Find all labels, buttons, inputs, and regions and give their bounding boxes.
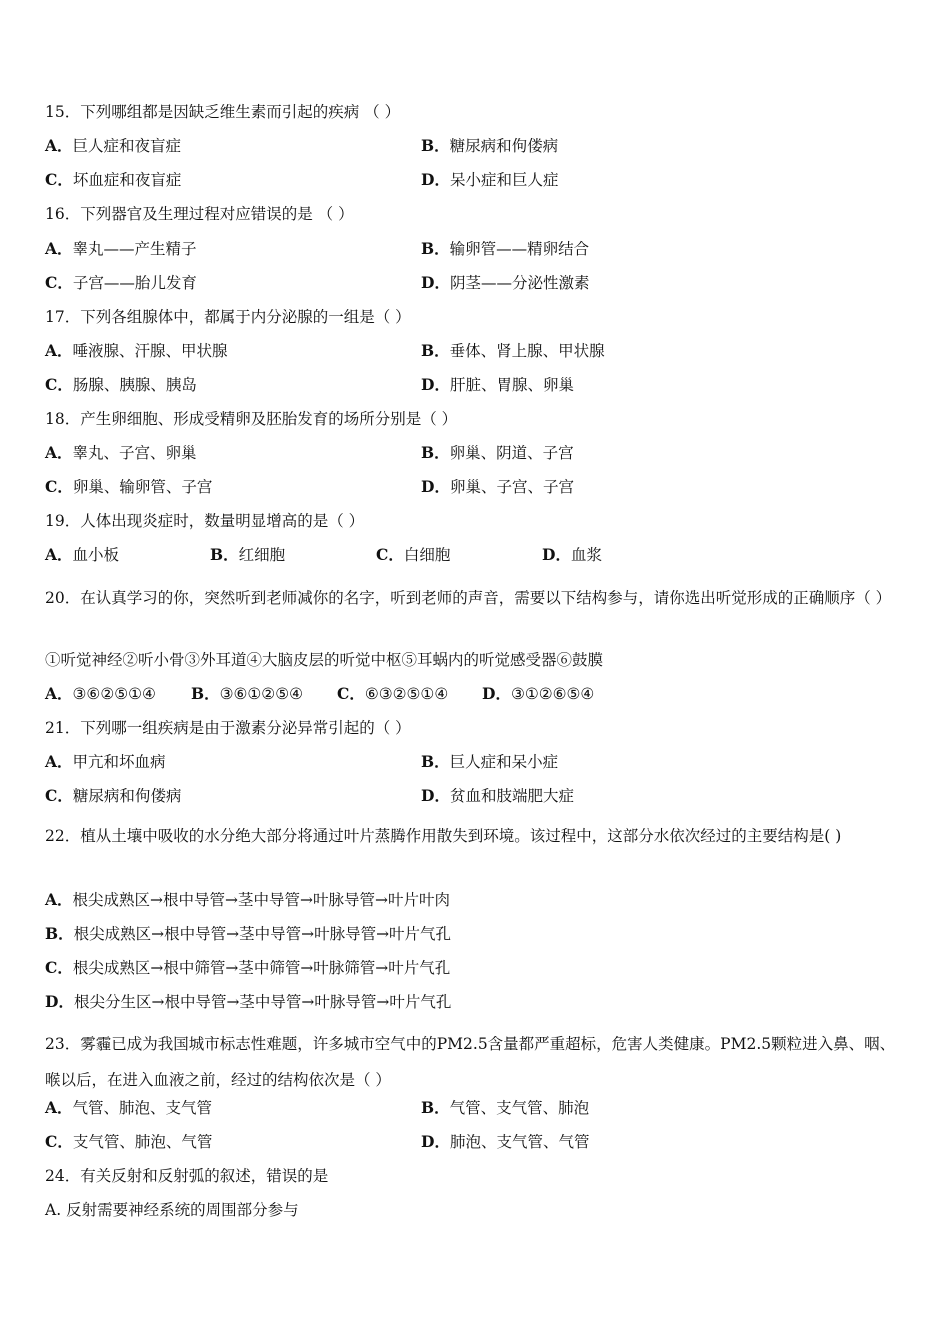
question-18-option-a: 睾丸、子宫、卵巢 [72,444,197,462]
question-23-option-a: 气管、肺泡、支气管 [72,1099,213,1117]
question-23-stem: 23．雾霾已成为我国城市标志性难题，许多城市空气中的PM2.5含量都严重超标，危害人类健康。PM2.5颗粒进入鼻、咽、喉以后，在进入血液之前，经过的结构依次是（ ） [45,1035,896,1089]
question-15-options-row1: A．巨人症和夜盲症 B．糖尿病和佝偻病 [45,136,559,155]
question-20-option-b: ③⑥①②⑤④ [219,685,303,703]
question-16-stem: 16．下列器官及生理过程对应错误的是 （ ） [45,205,354,223]
question-16-options-row2: C．子宫——胎儿发育 D．阴茎——分泌性激素 [45,273,590,292]
question-15-option-b: 糖尿病和佝偻病 [449,137,559,155]
question-21-option-c: 糖尿病和佝偻病 [72,787,182,805]
question-22-option-b: 根尖成熟区→根中导管→茎中导管→叶脉导管→叶片气孔 [73,925,452,943]
question-16-option-b: 输卵管——精卵结合 [449,240,590,258]
question-22-option-c-line: C．根尖成熟区→根中筛管→茎中筛管→叶脉筛管→叶片气孔 [45,958,451,977]
question-18-options-row1: A．睾丸、子宫、卵巢 B．卵巢、阴道、子宫 [45,443,574,462]
question-22-option-d: 根尖分生区→根中导管→茎中导管→叶脉导管→叶片气孔 [73,993,452,1011]
question-20-stem: 20．在认真学习的你，突然听到老师减你的名字，听到老师的声音，需要以下结构参与，请你选出听觉形成的正确顺序（ ） [45,589,892,607]
question-20-option-a: ③⑥②⑤①④ [72,685,156,703]
question-23-option-d: 肺泡、支气管、气管 [449,1133,590,1151]
question-18-option-b: 卵巢、阴道、子宫 [449,444,574,462]
question-22-option-b-line: B．根尖成熟区→根中导管→茎中导管→叶脉导管→叶片气孔 [45,924,452,943]
question-20-option-c: ⑥③②⑤①④ [364,685,449,703]
question-18-options-row2: C．卵巢、输卵管、子宫 D．卵巢、子宫、子宫 [45,477,574,496]
question-19-option-a: 血小板 [72,546,120,564]
question-24-stem: 24．有关反射和反射弧的叙述，错误的是 [45,1167,329,1185]
question-21-options-row1: A．甲亢和坏血病 B．巨人症和呆小症 [45,752,559,771]
question-22-option-a-line: A．根尖成熟区→根中导管→茎中导管→叶脉导管→叶片叶肉 [45,890,450,909]
question-20-note: ①听觉神经②听小骨③外耳道④大脑皮层的听觉中枢⑤耳蜗内的听觉感受器⑥鼓膜 [45,651,604,669]
question-16-option-c: 子宫——胎儿发育 [72,274,197,292]
question-18-option-c: 卵巢、输卵管、子宫 [72,478,213,496]
question-15-stem: 15．下列哪组都是因缺乏维生素而引起的疾病 （ ） [45,103,401,121]
question-21-option-d: 贫血和肢端肥大症 [449,787,574,805]
question-15-option-a: 巨人症和夜盲症 [72,137,182,155]
question-18-stem: 18．产生卵细胞、形成受精卵及胚胎发育的场所分别是（ ） [45,410,458,428]
question-19-option-b: 红细胞 [238,546,286,564]
question-22-option-a: 根尖成熟区→根中导管→茎中导管→叶脉导管→叶片叶肉 [72,891,450,909]
question-18-option-d: 卵巢、子宫、子宫 [449,478,574,496]
question-21-stem: 21．下列哪一组疾病是由于激素分泌异常引起的（ ） [45,719,411,737]
question-20-option-d: ③①②⑥⑤④ [510,685,595,703]
question-17-option-b: 垂体、肾上腺、甲状腺 [449,342,605,360]
question-21-options-row2: C．糖尿病和佝偻病 D．贫血和肢端肥大症 [45,786,574,805]
question-22-option-c: 根尖成熟区→根中筛管→茎中筛管→叶脉筛管→叶片气孔 [72,959,451,977]
question-23-options-row1: A．气管、肺泡、支气管 B．气管、支气管、肺泡 [45,1098,590,1117]
question-17-option-a: 唾液腺、汗腺、甲状腺 [72,342,228,360]
question-17-option-d: 肝脏、胃腺、卵巢 [449,376,574,394]
question-16-option-a: 睾丸——产生精子 [72,240,197,258]
question-20-options-row: A．③⑥②⑤①④ B．③⑥①②⑤④ C．⑥③②⑤①④ D．③①②⑥⑤④ [45,684,595,703]
question-23-option-b: 气管、支气管、肺泡 [449,1099,590,1117]
question-17-options-row2: C．肠腺、胰腺、胰岛 D．肝脏、胃腺、卵巢 [45,375,574,394]
question-19-options-row: A．血小板 B．红细胞 C．白细胞 D．血浆 [45,545,602,564]
question-23-options-row2: C．支气管、肺泡、气管 D．肺泡、支气管、气管 [45,1132,590,1151]
question-15-option-c: 坏血症和夜盲症 [72,171,182,189]
question-21-option-b: 巨人症和呆小症 [449,753,559,771]
question-19-option-c: 白细胞 [403,546,451,564]
question-17-stem: 17．下列各组腺体中，都属于内分泌腺的一组是（ ） [45,308,411,326]
question-24-option-a-line: A. 反射需要神经系统的周围部分参与 [45,1201,299,1219]
question-19-option-d: 血浆 [570,546,602,564]
question-22-stem: 22．植从土壤中吸收的水分绝大部分将通过叶片蒸腾作用散失到环境。该过程中，这部分水依次经过的主要结构是( ) [45,827,842,845]
question-16-options-row1: A．睾丸——产生精子 B．输卵管——精卵结合 [45,239,590,258]
question-15-option-d: 呆小症和巨人症 [449,171,559,189]
question-21-option-a: 甲亢和坏血病 [72,753,166,771]
question-23-option-c: 支气管、肺泡、气管 [72,1133,213,1151]
question-17-option-c: 肠腺、胰腺、胰岛 [72,376,197,394]
question-24-option-a: 反射需要神经系统的周围部分参与 [66,1201,299,1219]
question-16-option-d: 阴茎——分泌性激素 [449,274,590,292]
question-17-options-row1: A．唾液腺、汗腺、甲状腺 B．垂体、肾上腺、甲状腺 [45,341,605,360]
question-19-stem: 19．人体出现炎症时，数量明显增高的是（ ） [45,512,365,530]
question-22-option-d-line: D．根尖分生区→根中导管→茎中导管→叶脉导管→叶片气孔 [45,992,452,1011]
question-15-options-row2: C．坏血症和夜盲症 D．呆小症和巨人症 [45,170,559,189]
